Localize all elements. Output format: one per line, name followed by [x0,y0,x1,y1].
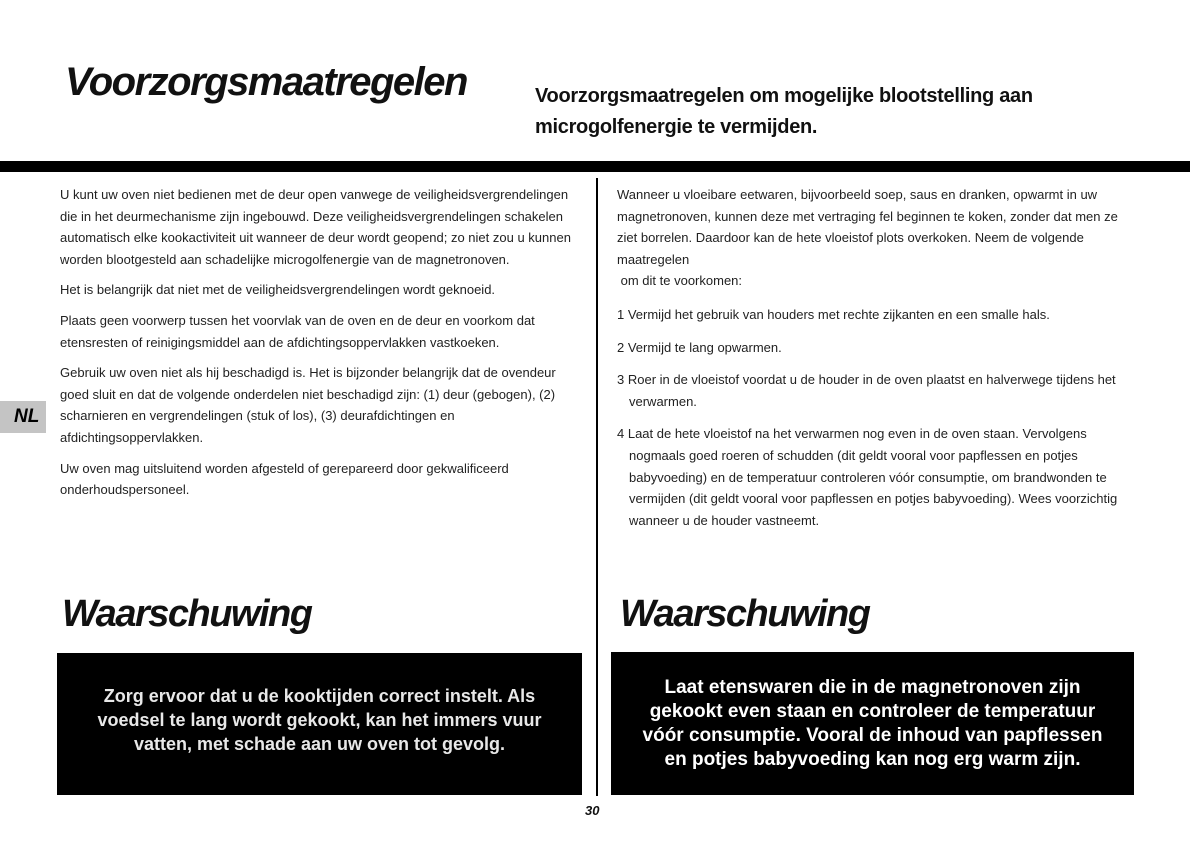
left-paragraph: Uw oven mag uitsluitend worden afgesteld of gerepareerd door gekwalificeerd onderhoudspersoneel. [60,460,509,498]
right-intro-continuation: om dit te voorkomen: [620,273,743,289]
right-intro-text: Wanneer u vloeibare eetwaren, bijvoorbeeld soep, saus en dranken, opwarmt in uw magnetronoven, kunnen deze met vertraging fel beginnen te koken, zonder dat men ze ziet borrelen. Daardoor kan de hete vloeistof plots overkoken. Neem de volgende maatregelen [617,187,1118,267]
right-intro [617,184,1137,292]
left-column [60,184,582,510]
subtitle-line-1: Voorzorgsmaatregelen om mogelijke blootstelling aan [535,85,1033,107]
warning-heading-left: Waarschuwing [62,593,312,635]
left-paragraph: U kunt uw oven niet bedienen met de deur open vanwege de veiligheidsvergrendelingen die in het deurmechanisme zijn ingebouwd. Deze veiligheidsvergrendelingen schakelen automatisch elke kookactiviteit uit wanneer de deur wordt geopend; zo niet zou u kunnen worden blootgesteld aan schadelijke microgolfenergie van de magnetronoven. [60,187,571,267]
language-tab [0,401,46,433]
left-paragraph: Het is belangrijk dat niet met de veiligheidsvergrendelingen wordt geknoeid. [60,282,496,298]
right-column [617,184,1137,542]
column-divider [596,178,598,796]
warning-heading-right: Waarschuwing [620,593,870,635]
list-item: 2 Vermijd te lang opwarmen. [617,339,782,355]
precautions-list [617,304,1137,531]
warning-box-right [611,652,1134,795]
warning-text-left: Zorg ervoor dat u de kooktijden correct instelt. Als voedsel te lang wordt gekookt, kan het immers vuur vatten, met schade aan uw oven tot gevolg. [97,686,542,754]
list-item: 4 Laat de hete vloeistof na het verwarmen nog even in de oven staan. Vervolgens nogmaals goed roeren of schudden (dit geldt vooral voor papflessen en potjes babyvoeding) en de temperatuur controleren vóór consumptie, om brandwonden te vermijden (dit geldt vooral voor papflessen en potjes babyvoeding). Wees voorzichtig wanneer u de houder vastneemt. [617,426,1118,528]
list-item: 1 Vermijd het gebruik van houders met rechte zijkanten en een smalle hals. [617,306,1050,322]
warning-text-right: Laat etenswaren die in de magnetronoven zijn gekookt even staan en controleer de temperatuur vóór consumptie. Vooral de inhoud van papflessen en potjes babyvoeding kan nog erg warm zijn. [642,676,1103,770]
page-title: Voorzorgsmaatregelen [65,60,467,104]
subtitle-line-2: microgolfenergie te vermijden. [535,116,818,138]
warning-box-left [57,653,582,795]
header-rule [0,161,1190,172]
left-paragraph: Plaats geen voorwerp tussen het voorvlak van de oven en de deur en voorkom dat etensresten of reinigingsmiddel aan de afdichtingsoppervlakken vastkoeken. [60,312,535,350]
page-subtitle [535,81,1095,143]
list-item: 3 Roer in de vloeistof voordat u de houder in de oven plaatst en halverwege tijdens het verwarmen. [617,372,1116,409]
language-label: NL [14,406,40,427]
page-number: 30 [585,803,600,818]
left-paragraph: Gebruik uw oven niet als hij beschadigd is. Het is bijzonder belangrijk dat de ovendeur goed sluit en dat de volgende onderdelen niet beschadigd zijn: (1) deur (gebogen), (2) scharnieren en vergrendelingen (stuk of los), (3) deurafdichtingen en afdichtingsoppervlakken. [60,365,556,445]
